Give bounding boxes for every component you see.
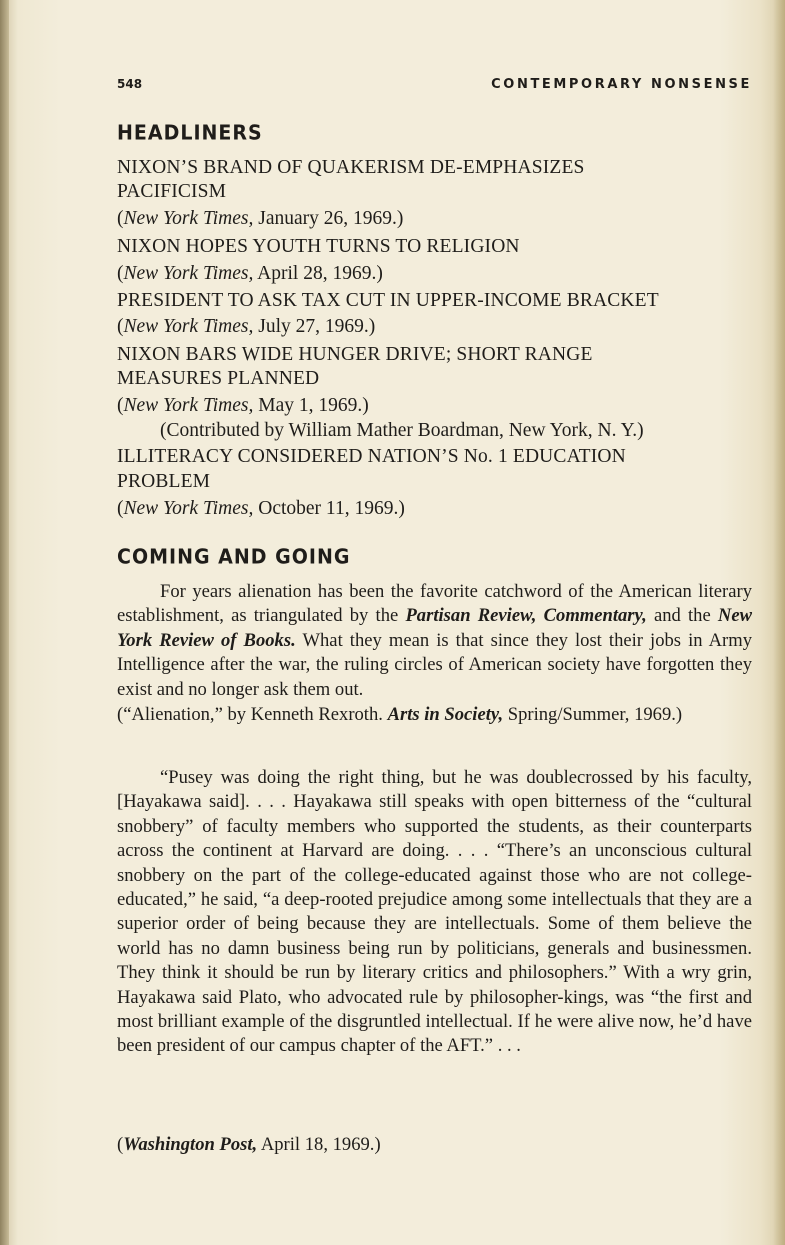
- paragraph-alienation: [117, 580, 752, 702]
- source-date: October 11, 1969.): [253, 498, 405, 519]
- headline-5-line-2: PROBLEM: [117, 471, 211, 492]
- running-header: [117, 77, 752, 99]
- paragraph-text: “Pusey was doing the right thing, but he was doublecrossed by his faculty, [Hayakawa said]. . . . Hayakawa still speaks with open bitterness of the “cultural snobbery” of faculty members who supported the students, as their counterparts across the continent at Harvard are doing. . . . “There’s an unconscious cultural snobbery on the part of the college-educated against those who are not college-educated,” he said, “a deep-rooted prejudice among some intellectuals that they are a superior order of being because they are intellectuals. Some of them believe the world has no damn business being run by politicians, generals and businessmen. They think it should be run by literary critics and philosophers.” With a wry grin, Hayakawa said Plato, who advocated rule by philosopher-kings, was “the first and most brilliant example of the disgruntled intellectual. If he were alive now, he’d have been president of our campus chapter of the AFT.” . . .: [117, 767, 752, 1057]
- citation-rexroth: [117, 703, 752, 727]
- source-date: January 26, 1969.): [253, 208, 404, 229]
- headline-4-line-2: MEASURES PLANNED: [117, 368, 320, 389]
- source-publication: New York Times,: [123, 395, 254, 416]
- paragraph-hayakawa: [117, 766, 752, 1059]
- headline-3-line-1: PRESIDENT TO ASK TAX CUT IN UPPER-INCOME BRACKET: [117, 290, 659, 311]
- headline-5-source: (New York Times, October 11, 1969.): [117, 498, 405, 519]
- page-edge-shadow: [773, 0, 785, 1245]
- publication-title: New York Review of Books.: [117, 605, 752, 651]
- source-date: May 1, 1969.): [253, 395, 369, 416]
- headline-4-line-1: NIXON BARS WIDE HUNGER DRIVE; SHORT RANGE: [117, 344, 593, 365]
- citation-washington-post: (Washington Post, April 18, 1969.): [117, 1134, 381, 1155]
- publication-title: Arts in Society,: [387, 704, 504, 725]
- headline-1-source: (New York Times, January 26, 1969.): [117, 208, 404, 229]
- headline-5-line-1: ILLITERACY CONSIDERED NATION’S No. 1 EDUCATION: [117, 446, 626, 467]
- headline-2-source: (New York Times, April 28, 1969.): [117, 263, 383, 284]
- publication-title: Partisan Review, Commentary,: [405, 605, 647, 627]
- paragraph-text: What they mean is that since they lost their jobs in Army Intelligence after the war, the ruling circles of American society have forgotten they exist and no longer ask them out.: [117, 629, 752, 700]
- book-gutter: [0, 0, 9, 1245]
- publication-title: Washington Post,: [123, 1134, 258, 1155]
- contributor-credit: (Contributed by William Mather Boardman, New York, N. Y.): [160, 420, 644, 441]
- headline-2-line-1: NIXON HOPES YOUTH TURNS TO RELIGION: [117, 236, 520, 257]
- paragraph-text: and the: [646, 605, 718, 627]
- section-heading-coming-and-going: COMING AND GOING: [117, 545, 351, 569]
- running-title: CONTEMPORARY NONSENSE: [491, 77, 752, 92]
- headline-1-line-1: NIXON’S BRAND OF QUAKERISM DE-EMPHASIZES: [117, 157, 585, 178]
- source-publication: New York Times,: [123, 263, 254, 284]
- headline-3-source: (New York Times, July 27, 1969.): [117, 316, 376, 337]
- section-heading-headliners: HEADLINERS: [117, 121, 263, 145]
- source-date: April 28, 1969.): [253, 263, 383, 284]
- headline-1-line-2: PACIFICISM: [117, 181, 227, 202]
- citation-text: (“Alienation,” by Kenneth Rexroth.: [117, 704, 388, 725]
- source-publication: New York Times,: [123, 498, 254, 519]
- source-publication: New York Times,: [123, 208, 254, 229]
- source-date: July 27, 1969.): [253, 316, 376, 337]
- citation-text: Spring/Summer, 1969.): [503, 704, 683, 725]
- source-publication: New York Times,: [123, 316, 254, 337]
- headline-4-source: (New York Times, May 1, 1969.): [117, 395, 369, 416]
- citation-date: April 18, 1969.): [257, 1134, 381, 1155]
- page-number: 548: [117, 77, 143, 91]
- paragraph-text: For years alienation has been the favorite catchword of the American literary establishment, as triangulated by the: [117, 581, 752, 627]
